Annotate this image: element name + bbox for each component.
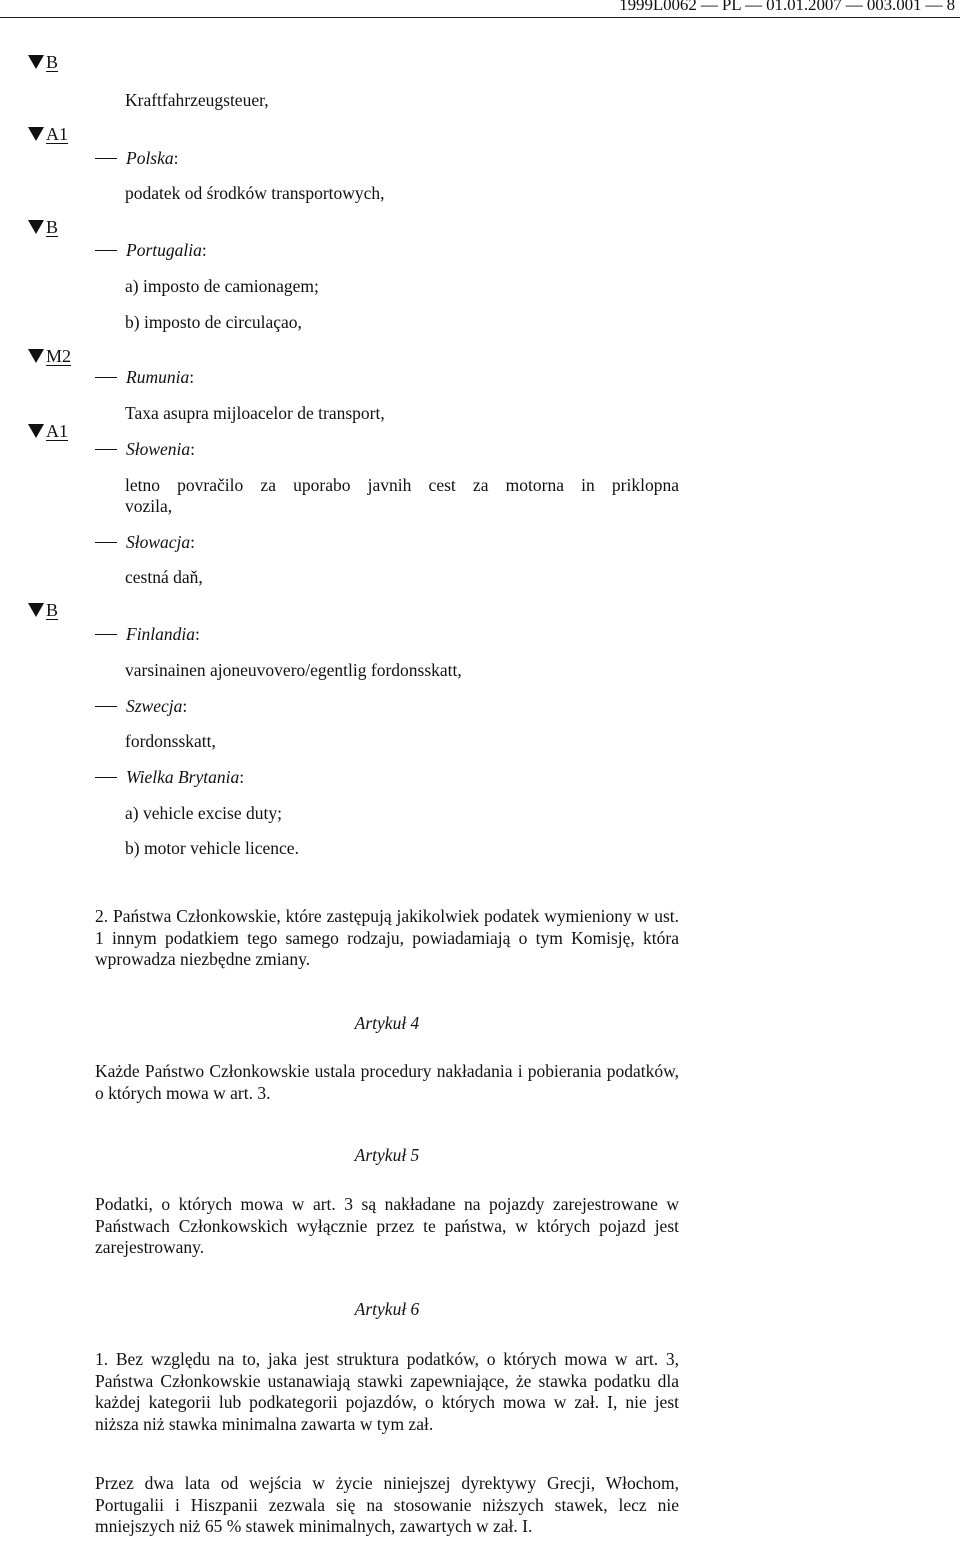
triangle-down-icon (28, 349, 44, 363)
triangle-down-icon (28, 603, 44, 617)
country-wielka-brytania: Wielka Brytania: (95, 767, 244, 788)
country-finlandia: Finlandia: (95, 624, 200, 645)
tax-name-se: fordonsskatt, (125, 731, 216, 751)
em-dash (95, 777, 117, 778)
article-4-heading: Artykuł 4 (354, 1013, 420, 1033)
article-6-paragraph-1: 1. Bez względu na to, jaka jest struktura podatków, o których mowa w art. 3, Państwa Członkowskie ustanawiają stawki zapewniające, że stawka podatku dla każdej kategorii lub podkategorii pojazdów, o których mowa w zał. I, nie jest niższa niż stawka minimalna zawarta w tym zał. (95, 1349, 679, 1434)
tax-name-pt-b: b) imposto de circulaçao, (125, 312, 302, 332)
margin-marker-m2: M2 (28, 346, 71, 367)
em-dash (95, 250, 117, 251)
em-dash (95, 377, 117, 378)
page-header (0, 0, 960, 18)
triangle-down-icon (28, 424, 44, 438)
article-5-text: Podatki, o których mowa w art. 3 są nakładane na pojazdy zarejestrowane w Państwach Członkowskich wyłącznie przez te państwa, w których pojazd jest zarejestrowany. (95, 1194, 679, 1257)
margin-marker-b: B (28, 217, 58, 238)
article-4-text: Każde Państwo Członkowskie ustala procedury nakładania i pobierania podatków, o których mowa w art. 3. (95, 1061, 679, 1103)
paragraph-2: 2. Państwa Członkowskie, które zastępują jakikolwiek podatek wymieniony w ust. 1 innym podatkiem tego samego rodzaju, powiadamiają o tym Komisję, która wprowadza niezbędne zmiany. (95, 906, 679, 969)
margin-marker-a1: A1 (28, 124, 68, 145)
triangle-down-icon (28, 55, 44, 69)
country-rumunia: Rumunia: (95, 367, 194, 388)
country-portugalia: Portugalia: (95, 240, 207, 261)
country-polska: Polska: (95, 148, 179, 169)
em-dash (95, 158, 117, 159)
em-dash (95, 706, 117, 707)
tax-name-sk: cestná daň, (125, 567, 203, 587)
tax-name-uk-a: a) vehicle excise duty; (125, 803, 282, 823)
tax-name-uk-b: b) motor vehicle licence. (125, 838, 299, 858)
document-reference: 1999L0062 — PL — 01.01.2007 — 003.001 — 8 (613, 0, 955, 15)
tax-name-si-line2: vozila, (125, 496, 173, 516)
country-slowacja: Słowacja: (95, 532, 195, 553)
tax-name-fi: varsinainen ajoneuvovero/egentlig fordonsskatt, (125, 660, 462, 680)
triangle-down-icon (28, 220, 44, 234)
tax-name-pt-a: a) imposto de camionagem; (125, 276, 319, 296)
margin-marker-b: B (28, 600, 58, 621)
margin-marker-a1: A1 (28, 421, 68, 442)
tax-name-pl: podatek od środków transportowych, (125, 183, 385, 203)
tax-name-ro: Taxa asupra mijloacelor de transport, (125, 403, 385, 423)
header-rule (0, 17, 960, 18)
tax-name-de: Kraftfahrzeugsteuer, (125, 90, 269, 110)
article-5-heading: Artykuł 5 (354, 1145, 420, 1165)
country-slowenia: Słowenia: (95, 439, 195, 460)
em-dash (95, 449, 117, 450)
article-6-heading: Artykuł 6 (354, 1299, 420, 1319)
margin-marker-b: B (28, 52, 58, 73)
country-szwecja: Szwecja: (95, 696, 187, 717)
tax-name-si-line1: letno povračilo za uporabo javnih cest za motorna in priklopna (125, 475, 679, 495)
triangle-down-icon (28, 127, 44, 141)
em-dash (95, 542, 117, 543)
em-dash (95, 634, 117, 635)
article-6-paragraph-2: Przez dwa lata od wejścia w życie niniejszej dyrektywy Grecji, Włochom, Portugalii i Hiszpanii zezwala się na stosowanie niższych stawek, lecz nie mniejszych niż 65 % stawek minimalnych, zawartych w zał. I. (95, 1473, 679, 1536)
